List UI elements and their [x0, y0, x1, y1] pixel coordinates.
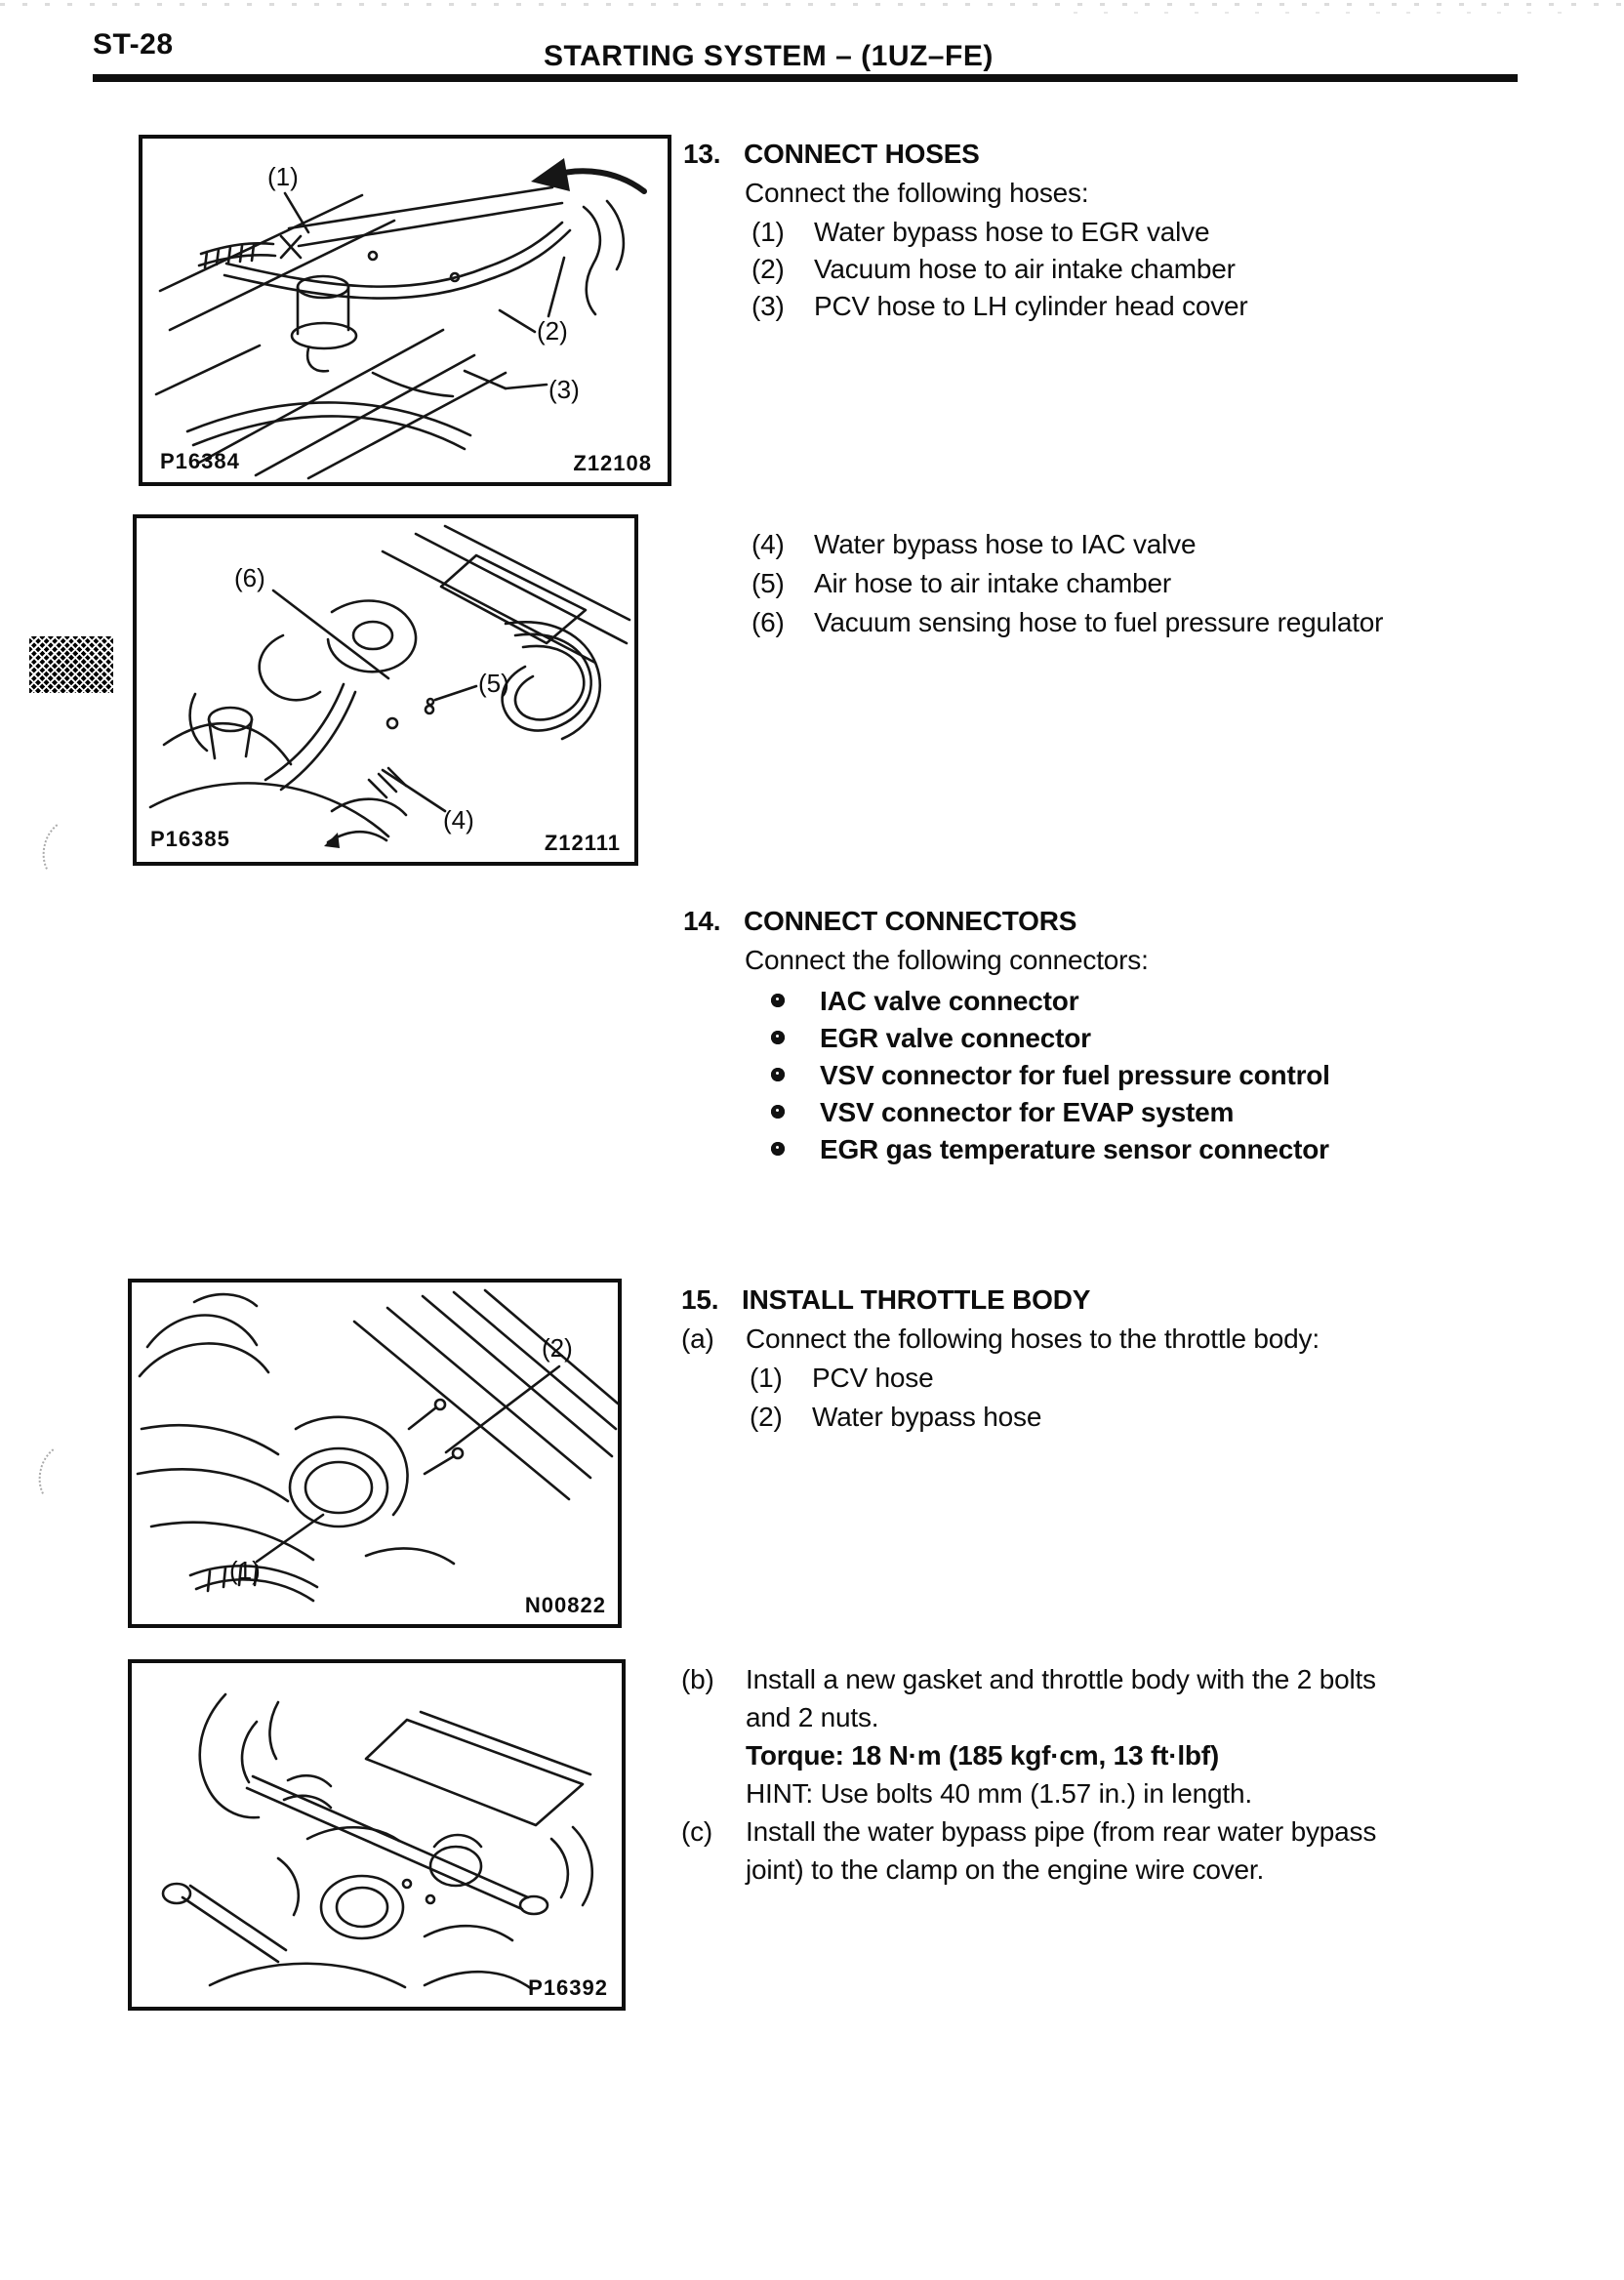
hint-text: HINT: Use bolts 40 mm (1.57 in.) in length. — [746, 1778, 1252, 1809]
callout-3: (3) — [548, 375, 580, 404]
item-number: (1) — [750, 1363, 783, 1393]
scan-curve-artifact — [32, 1437, 102, 1515]
page-code: ST-28 — [93, 28, 174, 61]
section-14-number: 14. — [683, 906, 721, 936]
step-letter: (b) — [681, 1664, 714, 1694]
step-text: Install the water bypass pipe (from rear water bypass — [746, 1816, 1377, 1847]
item-text: PCV hose to LH cylinder head cover — [814, 291, 1248, 321]
item-number: (6) — [751, 607, 785, 637]
list-item — [751, 605, 1383, 640]
callout-6: (6) — [234, 563, 265, 592]
bullet-icon — [771, 994, 785, 1007]
figure1-code-right: Z12108 — [573, 451, 652, 475]
list-item — [750, 1361, 933, 1396]
step-letter: (a) — [681, 1323, 714, 1354]
list-item — [751, 289, 1248, 324]
bullet-icon — [771, 1142, 785, 1156]
figure1-line-art — [142, 139, 668, 482]
bullet-item — [771, 984, 1078, 1019]
scan-curve-artifact — [36, 812, 105, 890]
list-item — [751, 566, 1171, 601]
section-index-tab — [29, 636, 113, 693]
figure3-code-right: N00822 — [524, 1593, 606, 1617]
item-text: PCV hose — [812, 1363, 934, 1393]
bullet-icon — [771, 1031, 785, 1044]
figure-hoses-1 — [139, 135, 671, 486]
bullet-text: VSV connector for EVAP system — [820, 1097, 1235, 1127]
item-text: Vacuum hose to air intake chamber — [814, 254, 1236, 284]
figure2-code-right: Z12111 — [544, 831, 621, 855]
section-15-title: INSTALL THROTTLE BODY — [742, 1284, 1091, 1315]
list-item — [751, 527, 1196, 562]
step-letter: (c) — [681, 1816, 713, 1847]
bullet-item — [771, 1132, 1329, 1167]
item-number: (2) — [751, 254, 785, 284]
bullet-text: IAC valve connector — [820, 986, 1079, 1016]
item-number: (2) — [750, 1402, 783, 1432]
step-c — [681, 1814, 1376, 1850]
step-a — [681, 1322, 1320, 1357]
callout-2: (2) — [537, 316, 568, 346]
step-b — [681, 1662, 1376, 1697]
scan-noise-artifact — [0, 3, 1624, 6]
list-item — [751, 215, 1209, 250]
section-15-number: 15. — [681, 1284, 719, 1315]
step-b-line2: and 2 nuts. — [746, 1702, 879, 1732]
torque-spec: Torque: 18 N·m (185 kgf·cm, 13 ft·lbf) — [746, 1740, 1220, 1771]
bullet-text: EGR gas temperature sensor connector — [820, 1134, 1329, 1164]
callout-2: (2) — [542, 1333, 573, 1363]
list-item — [750, 1400, 1041, 1435]
section-15-heading — [681, 1282, 1090, 1318]
header-rule — [93, 74, 1518, 82]
item-number: (1) — [751, 217, 785, 247]
figure4-code-right: P16392 — [528, 1975, 608, 2000]
item-number: (4) — [751, 529, 785, 559]
item-text: Vacuum sensing hose to fuel pressure regulator — [814, 607, 1384, 637]
bullet-item — [771, 1058, 1330, 1093]
bullet-icon — [771, 1068, 785, 1081]
section-13-title: CONNECT HOSES — [744, 139, 980, 169]
item-text: Water bypass hose to EGR valve — [814, 217, 1210, 247]
section-14-intro: Connect the following connectors: — [745, 945, 1149, 975]
figure2-code-left: P16385 — [150, 827, 230, 851]
section-13-intro: Connect the following hoses: — [745, 178, 1089, 208]
bullet-icon — [771, 1105, 785, 1119]
item-text: Water bypass hose — [812, 1402, 1042, 1432]
callout-1: (1) — [229, 1556, 261, 1585]
list-item — [751, 252, 1236, 287]
figure-throttle-body-hoses — [128, 1279, 622, 1628]
bullet-text: VSV connector for fuel pressure control — [820, 1060, 1330, 1090]
callout-5: (5) — [478, 669, 509, 698]
step-text: Install a new gasket and throttle body with the 2 bolts — [746, 1664, 1376, 1694]
page-title: STARTING SYSTEM – (1UZ–FE) — [544, 40, 994, 72]
section-13-heading — [683, 137, 980, 172]
scan-noise-artifact — [1074, 12, 1562, 14]
item-text: Air hose to air intake chamber — [814, 568, 1171, 598]
section-13-number: 13. — [683, 139, 721, 169]
callout-4: (4) — [443, 805, 474, 835]
figure-throttle-body-install — [128, 1659, 626, 2011]
item-number: (3) — [751, 291, 785, 321]
figure2-line-art — [137, 518, 634, 862]
figure1-code-left: P16384 — [160, 449, 240, 473]
bullet-item — [771, 1095, 1234, 1130]
callout-1: (1) — [267, 162, 299, 191]
figure-hoses-2 — [133, 514, 638, 866]
item-number: (5) — [751, 568, 785, 598]
section-14-title: CONNECT CONNECTORS — [744, 906, 1077, 936]
figure4-line-art — [132, 1663, 622, 2007]
item-text: Water bypass hose to IAC valve — [814, 529, 1197, 559]
section-14-heading — [683, 904, 1076, 939]
bullet-text: EGR valve connector — [820, 1023, 1091, 1053]
step-c-line2: joint) to the clamp on the engine wire cover. — [746, 1854, 1265, 1885]
step-text: Connect the following hoses to the throttle body: — [746, 1323, 1320, 1354]
bullet-item — [771, 1021, 1091, 1056]
